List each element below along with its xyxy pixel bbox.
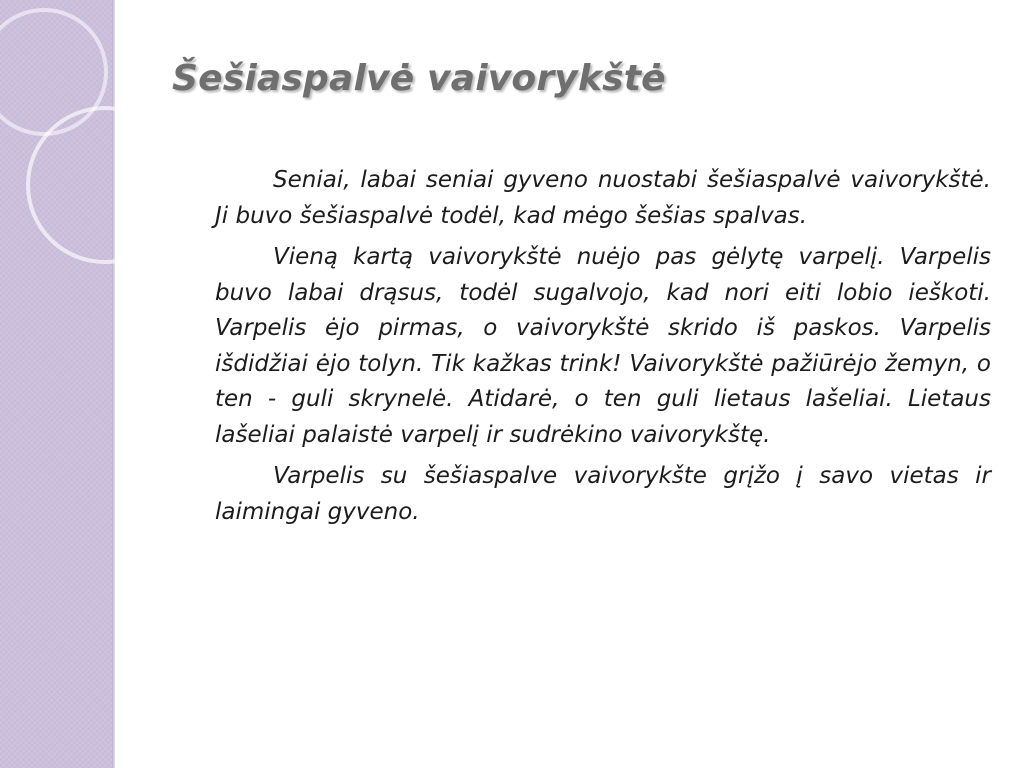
slide-title: Šešiaspalvė vaivorykštė (172, 58, 666, 99)
decorative-circle-small-icon (28, 108, 182, 262)
decorative-circles (0, 0, 200, 300)
paragraph-1: Seniai, labai seniai gyveno nuostabi šešiaspalvė vaivorykštė. Ji buvo šešiaspalvė todėl, kad mėgo šešias spalvas. (215, 167, 991, 229)
paragraph-3: Varpelis su šešiaspalve vaivorykšte grįžo į savo vietas ir laimingai gyveno. (215, 463, 991, 525)
decorative-circle-large-icon (0, 10, 106, 134)
story-text (215, 163, 991, 536)
paragraph-2: Vieną kartą vaivorykštė nuėjo pas gėlytę varpelį. Varpelis buvo labai drąsus, todėl sugalvojo, kad nori eiti lobio ieškoti. Varpelis ėjo pirmas, o vaivorykštė skrido iš paskos. Varpelis išdidžiai ėjo tolyn. Tik kažkas trink! Vaivorykštė pažiūrėjo žemyn, o ten - guli skrynelė. Atidarė, o ten guli lietaus lašeliai. Lietaus lašeliai palaistė varpelį ir sudrėkino vaivorykštę. (215, 244, 991, 448)
